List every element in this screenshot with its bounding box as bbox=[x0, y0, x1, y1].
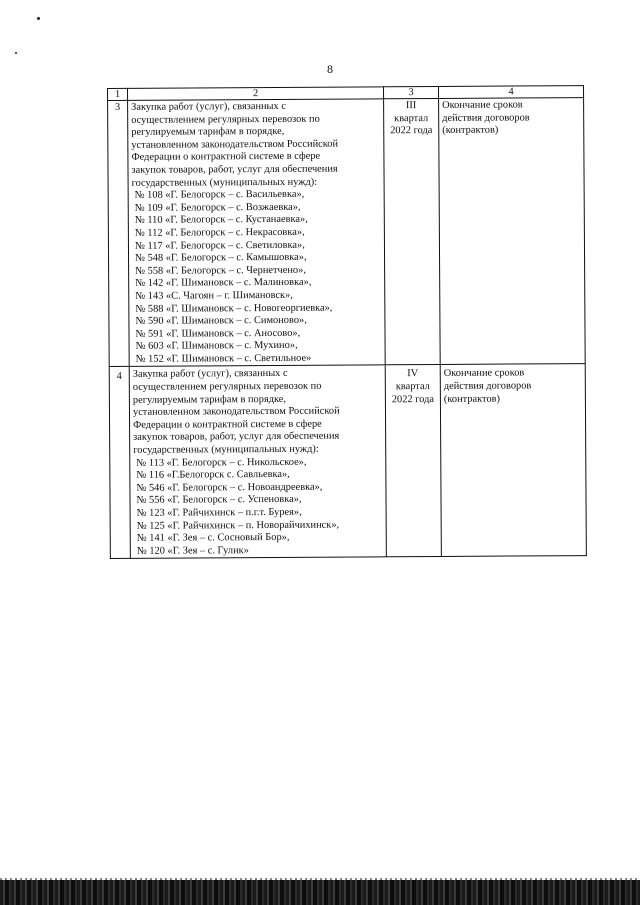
description-line: установленном законодательством Российской bbox=[131, 138, 339, 151]
procurement-description bbox=[129, 365, 386, 558]
description-line: Закупка работ (услуг), связанных с bbox=[131, 100, 286, 113]
table-row bbox=[109, 364, 586, 559]
scan-bottom-edge bbox=[0, 880, 640, 905]
description-line: закупок товаров, работ, услуг для обеспечения bbox=[131, 163, 338, 176]
column-header: 1 bbox=[108, 88, 128, 100]
procurement-description bbox=[128, 99, 386, 367]
column-header: 3 bbox=[383, 86, 438, 98]
reason-line: (контрактов) bbox=[443, 393, 501, 405]
description-line: осуществлением регулярных перевозок по bbox=[132, 380, 322, 393]
route-item: № 113 «Г. Белогорск – с. Никольское», bbox=[136, 456, 307, 469]
route-item: № 591 «Г. Шимановск – с. Аносово», bbox=[135, 327, 301, 340]
route-item: № 108 «Г. Белогорск – с. Васильевка», bbox=[134, 188, 305, 201]
reason-line: Окончание сроков bbox=[442, 99, 523, 111]
route-item: № 123 «Г. Райчихинск – п.г.т. Бурея», bbox=[136, 506, 302, 519]
route-item: № 548 «Г. Белогорск – с. Камышовка», bbox=[135, 251, 307, 264]
route-item: № 142 «Г. Шимановск – с. Малиновка», bbox=[135, 277, 312, 290]
table-row bbox=[108, 98, 586, 367]
route-item: № 110 «Г. Белогорск – с. Кустанаевка», bbox=[134, 214, 308, 227]
scan-speck bbox=[37, 17, 40, 20]
route-item: № 117 «Г. Белогорск – с. Светиловка», bbox=[134, 239, 305, 252]
description-line: регулируемым тарифам в порядке, bbox=[131, 126, 285, 139]
route-item: № 109 «Г. Белогорск – с. Возжаевка», bbox=[134, 201, 301, 214]
procurement-term bbox=[384, 98, 441, 365]
description-line: регулируемым тарифам в порядке, bbox=[132, 393, 287, 406]
scan-speck bbox=[15, 52, 17, 54]
description-line: установленном законодательством Российской bbox=[132, 405, 340, 419]
column-header: 2 bbox=[128, 87, 384, 101]
row-number: 4 bbox=[109, 367, 130, 559]
row-number: 3 bbox=[108, 100, 130, 367]
reason-line: Окончание сроков bbox=[443, 367, 525, 380]
route-item: № 116 «Г.Белогорск с. Савльевка», bbox=[136, 469, 290, 482]
description-line: государственных (муниципальных нужд): bbox=[133, 443, 319, 456]
route-item: № 556 «Г. Белогорск – с. Успеновка», bbox=[136, 494, 302, 507]
description-line: Федерации о контрактной системе в сфере bbox=[133, 418, 322, 431]
route-item: № 141 «Г. Зея – с. Сосновый Бор», bbox=[136, 532, 290, 545]
procurement-reason bbox=[440, 364, 586, 557]
term-line: квартал bbox=[395, 381, 430, 393]
term-line: 2022 года bbox=[390, 125, 433, 137]
reason-line: (контрактов) bbox=[442, 124, 499, 137]
reason-line: действия договоров bbox=[443, 380, 532, 393]
term-line: квартал bbox=[394, 112, 429, 124]
route-item: № 152 «Г. Шимановск – с. Светильное» bbox=[135, 352, 312, 365]
route-item: № 125 «Г. Райчихинск – п. Новорайчихинск», bbox=[136, 519, 340, 532]
route-item: № 120 «Г. Зея – с. Гулик» bbox=[136, 544, 249, 557]
reason-line: действия договоров bbox=[442, 112, 530, 124]
procurement-reason bbox=[439, 98, 586, 365]
route-item: № 143 «С. Чагоян – г. Шимановск», bbox=[135, 289, 293, 302]
term-line: IV bbox=[407, 368, 419, 380]
route-item: № 112 «Г. Белогорск – с. Некрасовка», bbox=[134, 226, 305, 239]
procurement-schedule-table bbox=[107, 85, 587, 559]
term-line: III bbox=[405, 100, 417, 112]
description-line: Федерации о контрактной системе в сфере bbox=[131, 151, 321, 164]
route-item: № 588 «Г. Шимановск – с. Новогеоргиевка», bbox=[135, 302, 333, 315]
procurement-term bbox=[385, 365, 441, 557]
route-item: № 603 «Г. Шимановск – с. Мухино», bbox=[135, 340, 298, 353]
column-header: 4 bbox=[438, 86, 583, 99]
description-line: осуществлением регулярных перевозок по bbox=[131, 113, 320, 126]
description-line: закупок товаров, работ, услуг для обеспечения bbox=[133, 431, 340, 444]
route-item: № 558 «Г. Белогорск – с. Чернетчено», bbox=[135, 264, 306, 277]
page-number: 8 bbox=[327, 62, 333, 76]
term-line: 2022 года bbox=[391, 393, 435, 405]
route-item: № 590 «Г. Шимановск – с. Симоново», bbox=[135, 314, 307, 327]
description-line: Закупка работ (услуг), связанных с bbox=[132, 368, 288, 381]
description-line: государственных (муниципальных нужд): bbox=[131, 176, 318, 189]
route-item: № 546 «Г. Белогорск – с. Новоандреевка», bbox=[136, 481, 323, 494]
